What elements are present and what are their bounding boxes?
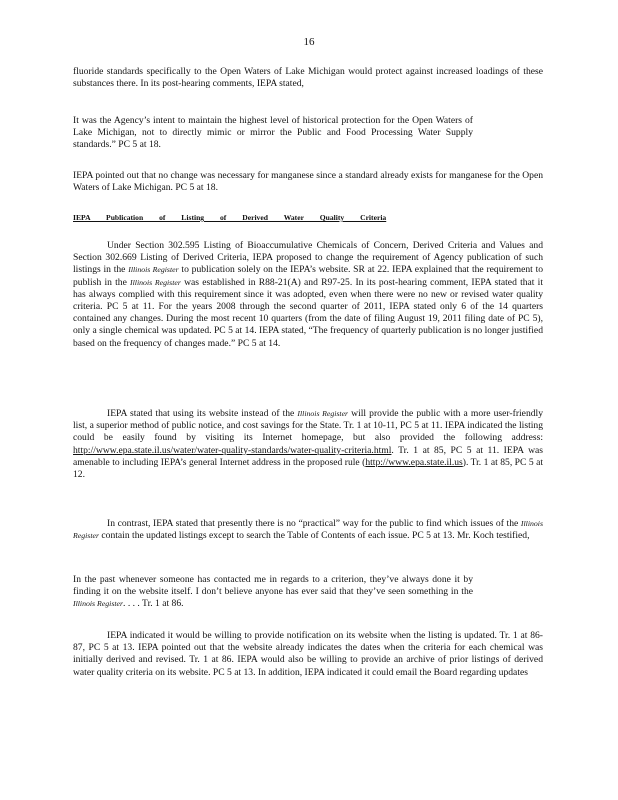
illinois-register-ref: Illinois Register (130, 277, 181, 287)
illinois-register-ref: Illinois Register (297, 409, 349, 418)
paragraph-website-text-a: IEPA stated that using its website instead of the (107, 408, 295, 419)
paragraph-section-302-text-b: to publication solely on the IEPA’s website. SR at 22. IEPA explained that the requirement to publish in the (73, 264, 544, 288)
page-number: 16 (303, 36, 315, 48)
quote-agency-text: It was the Agency’s intent to maintain the highest level of historical protection for the Open Waters of Lake Michigan, not to directly mimic or mirror the Public and Food Processing Water Supply standards.” PC 5 at 18. (73, 115, 473, 151)
paragraph-manganese (73, 170, 543, 194)
illinois-register-ref: Illinois Register (128, 265, 179, 275)
illinois-register-ref: Illinois Register (73, 599, 124, 609)
quote-agency-intent (73, 115, 473, 152)
iepa-homepage-link[interactable]: http://www.epa.state.il.us (365, 456, 463, 468)
paragraph-fluoride-text: fluoride standards specifically to the Open Waters of Lake Michigan would protect against increased loadings of these substances there. In its post-hearing comments, IEPA stated, (73, 66, 543, 90)
paragraph-contrast-text-b: contain the updated listings except to search the Table of Contents of each issue. PC 5 at 13. Mr. Koch testified, (101, 530, 530, 542)
paragraph-contrast (73, 518, 543, 542)
paragraph-website-text-b: will provide the public with a more user-friendly list, a superior method of public notice, and cost savings for the State. Tr. 1 at 10-11, PC 5 at 11. IEPA indicated the listing could be easily found by visiting its Internet homepage, but also provided the following address: (73, 408, 543, 444)
paragraph-section-302-text-c: was established in R88-21(A) and R97-25. In its post-hearing comment, IEPA stated that it has always complied with this requirement since it was adopted, even when there were no new or revised water quality criteria. PC 5 at 11. For the years 2008 through the second quarter of 2011, IEPA stated only 6 of the 14 quarters contained any changes. During the most recent 10 quarters (from the date of filing August 19, 2011 filing date of PC 5), only a single chemical was updated. PC 5 at 14. IEPA stated, “The frequency of quarterly publication is no longer justified based on the frequency of changes made.” PC 5 at 14. (73, 276, 543, 349)
section-heading: IEPA Publication of Listing of Derived Water Quality Criteria (73, 213, 387, 222)
quote-koch-text-a: In the past whenever someone has contacted me in regards to a criterion, they’ve always done it by finding it on the website itself. I don’t believe anyone has ever said that they’ve seen something in the (73, 574, 473, 598)
paragraph-website-text-d: ). Tr. 1 at 85, PC 5 at 12. (73, 456, 543, 481)
paragraph-notification-text: IEPA indicated it would be willing to provide notification on its website when the listing is updated. Tr. 1 at 86-87, PC 5 at 13. IEPA pointed out that the website already indicates the dates when the criteria for each chemical was initially derived and revised. Tr. 1 at 86. IEPA would also be willing to provide an archive of prior listings of derived water quality criteria on its website. PC 5 at 13. In addition, IEPA indicated it could email the Board regarding updates (73, 630, 543, 678)
paragraph-website (73, 408, 543, 481)
paragraph-manganese-text: IEPA pointed out that no change was necessary for manganese since a standard already exists for manganese for the Open Waters of Lake Michigan. PC 5 at 18. (73, 170, 543, 194)
paragraph-contrast-text-a: In contrast, IEPA stated that presently there is no “practical” way for the public to find which issues of the (107, 518, 519, 529)
illinois-register-ref: Illinois Register (73, 519, 543, 541)
paragraph-fluoride (73, 66, 543, 90)
paragraph-notification (73, 630, 543, 679)
paragraph-section-302 (73, 240, 543, 350)
paragraph-website-text-c: . Tr. 1 at 85, PC 5 at 11. IEPA was amenable to including IEPA’s general Internet address in the proposed rule ( (73, 444, 543, 468)
quote-koch-text-b: . . . . Tr. 1 at 86. (123, 598, 184, 610)
criteria-url-link[interactable]: http://www.epa.state.il.us/water/water-quality-standards/water-quality-criteria.html (73, 444, 392, 456)
quote-koch (73, 574, 473, 611)
paragraph-section-302-text-a: Under Section 302.595 Listing of Bioaccumulative Chemicals of Concern, Derived Criteria and Values and Section 302.669 Listing of Derived Criteria, IEPA proposed to change the requirement of Agency publication of such listings in the (73, 240, 543, 276)
